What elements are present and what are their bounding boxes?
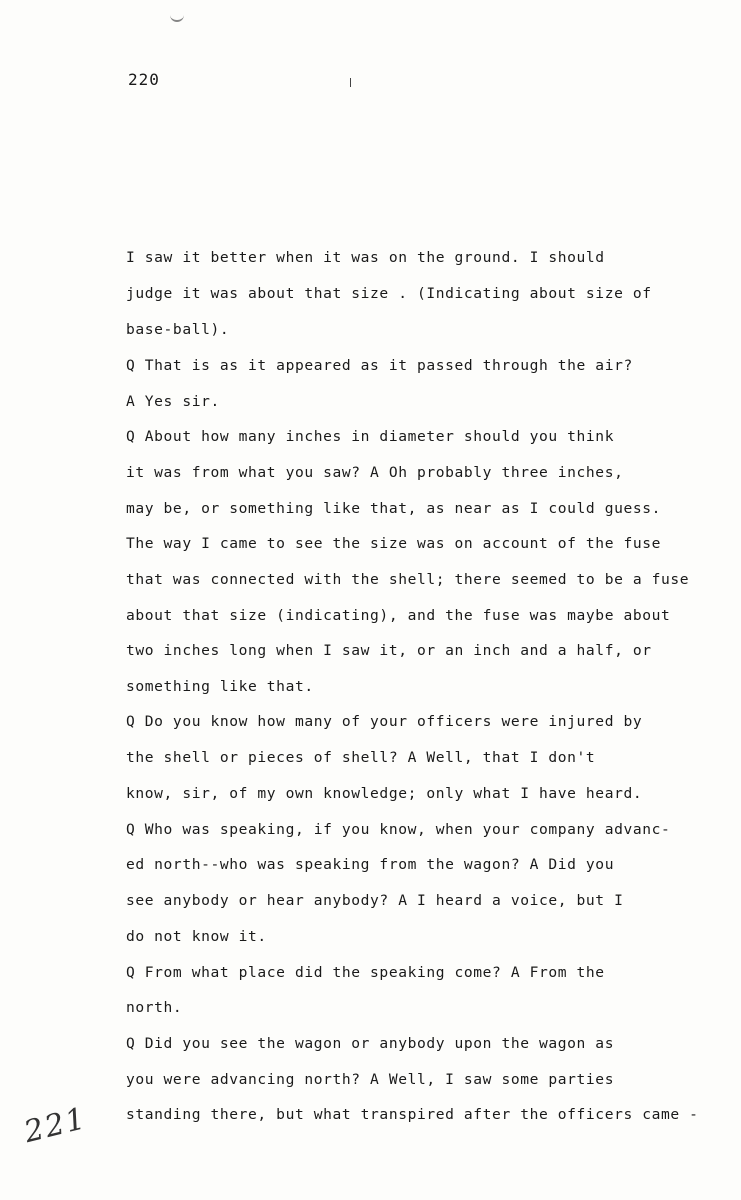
text-line: Q Do you know how many of your officers were injured by (126, 713, 643, 730)
text-line: Q About how many inches in diameter should you think (126, 428, 615, 445)
punch-mark (170, 2, 184, 22)
text-line: see anybody or hear anybody? A I heard a voice, but I (126, 892, 624, 909)
text-line: north. (126, 999, 183, 1016)
text-line: base-ball). (126, 321, 230, 338)
text-line: I saw it better when it was on the ground. I should (126, 249, 605, 266)
text-line: you were advancing north? A Well, I saw some parties (126, 1071, 615, 1088)
text-line: two inches long when I saw it, or an inch and a half, or (126, 642, 652, 659)
text-line: may be, or something like that, as near as I could guess. (126, 500, 662, 517)
page-number: 220 (128, 70, 160, 89)
text-line: Q That is as it appeared as it passed through the air? (126, 357, 633, 374)
text-line: ed north--who was speaking from the wagon? A Did you (126, 856, 615, 873)
text-line: Q Who was speaking, if you know, when your company advanc- (126, 821, 671, 838)
text-line: it was from what you saw? A Oh probably three inches, (126, 464, 624, 481)
text-line: Q Did you see the wagon or anybody upon the wagon as (126, 1035, 615, 1052)
text-line: the shell or pieces of shell? A Well, that I don't (126, 749, 596, 766)
handwritten-page-number: 221 (20, 1100, 91, 1151)
text-line: judge it was about that size . (Indicating about size of (126, 285, 652, 302)
text-line: A Yes sir. (126, 393, 220, 410)
text-line: about that size (indicating), and the fuse was maybe about (126, 607, 671, 624)
text-line: The way I came to see the size was on account of the fuse (126, 535, 662, 552)
text-line: know, sir, of my own knowledge; only what I have heard. (126, 785, 643, 802)
text-line: do not know it. (126, 928, 267, 945)
text-line: standing there, but what transpired after the officers came - (126, 1106, 699, 1123)
text-line: that was connected with the shell; there seemed to be a fuse (126, 571, 690, 588)
stray-mark (350, 78, 351, 87)
text-line: something like that. (126, 678, 314, 695)
text-line: Q From what place did the speaking come? A From the (126, 964, 605, 981)
